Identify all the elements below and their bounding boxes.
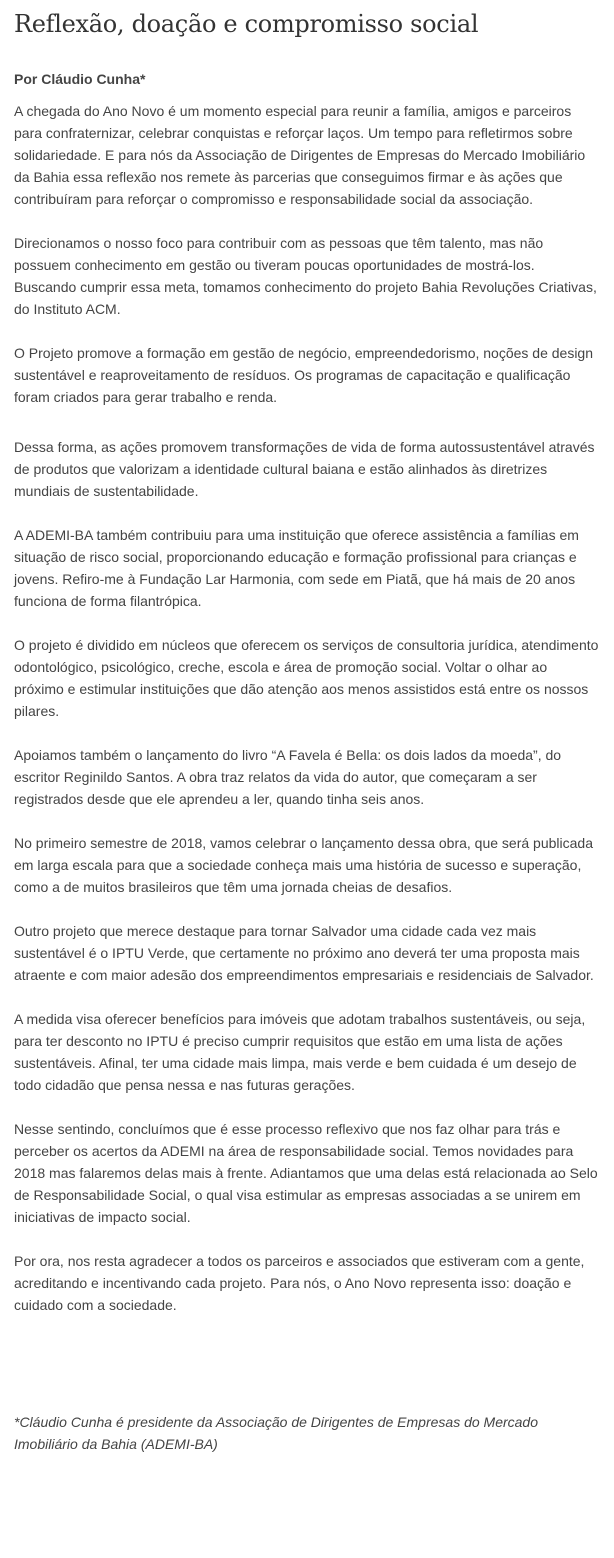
paragraph-book: Apoiamos também o lançamento do livro “A Favela é Bella: os dois lados da moeda”, do escritor Reginildo Santos. A obra traz relatos da vida do autor, que começaram a ser registrados desde que ele aprendeu a ler, quando tinha seis anos. xyxy=(14,747,562,807)
paragraph-ademi: A ADEMI-BA também contribuiu para uma instituição que oferece assistência a famílias em situação de risco social, proporcionando educação e formação profissional para crianças e jovens. Refiro-me à Fundação Lar Harmonia, com sede em Piatã, que há mais de 20 anos funciona de forma filantrópica. xyxy=(14,527,579,609)
article-title: Reflexão, doação e compromisso social xyxy=(14,10,479,38)
paragraph-thanks: Por ora, nos resta agradecer a todos os parceiros e associados que estiveram com a gente, acreditando e incentivando cada projeto. Para nós, o Ano Novo representa isso: doação e cuidado com a sociedade. xyxy=(14,1253,585,1313)
article-byline: Por Cláudio Cunha* xyxy=(14,71,146,87)
paragraph-iptu: Outro projeto que merece destaque para tornar Salvador uma cidade cada vez mais sustentável é o IPTU Verde, que certamente no próximo ano deverá ter uma proposta mais atraente e com maior adesão dos empreendimentos empresariais e residenciais de Salvador. xyxy=(14,923,594,983)
paragraph-actions: Dessa forma, as ações promovem transformações de vida de forma autossustentável através de produtos que valorizam a identidade cultural baiana e estão alinhados às diretrizes mundiais de sustentabilidade. xyxy=(14,439,595,499)
author-footnote: *Cláudio Cunha é presidente da Associação de Dirigentes de Empresas do Mercado Imobiliário da Bahia (ADEMI-BA) xyxy=(14,1414,539,1452)
paragraph-conclusion: Nesse sentindo, concluímos que é esse processo reflexivo que nos faz olhar para trás e perceber os acertos da ADEMI na área de responsabilidade social. Temos novidades para 2018 mas falaremos delas mais à frente. Adiantamos que uma delas está relacionada ao Selo de Responsabilidade Social, o qual visa estimular as empresas associadas a se unirem em iniciativas de impacto social. xyxy=(14,1121,598,1225)
paragraph-project: O Projeto promove a formação em gestão de negócio, empreendedorismo, noções de design sustentável e reaproveitamento de resíduos. Os programas de capacitação e qualificação foram criados para gerar trabalho e renda. xyxy=(14,345,594,405)
paragraph-launch: No primeiro semestre de 2018, vamos celebrar o lançamento dessa obra, que será publicada em larga escala para que a sociedade conheça mais uma história de sucesso e superação, como a de muitos brasileiros que têm uma jornada cheias de desafios. xyxy=(14,835,593,895)
paragraph-focus: Direcionamos o nosso foco para contribuir com as pessoas que têm talento, mas não possuem conhecimento em gestão ou tiveram poucas oportunidades de mostrá-los. Buscando cumprir essa meta, tomamos conhecimento do projeto Bahia Revoluções Criativas, do Instituto ACM. xyxy=(14,235,597,317)
paragraph-nucleos: O projeto é dividido em núcleos que oferecem os serviços de consultoria jurídica, atendimento odontológico, psicológico, creche, escola e área de promoção social. Voltar o olhar ao próximo e estimular instituições que dão atenção aos menos assistidos está entre os nossos pilares. xyxy=(14,637,599,719)
article-body xyxy=(14,100,600,1316)
paragraph-intro: A chegada do Ano Novo é um momento especial para reunir a família, amigos e parceiros para confraternizar, celebrar conquistas e reforçar laços. Um tempo para refletirmos sobre solidariedade. E para nós da Associação de Dirigentes de Empresas do Mercado Imobiliário da Bahia essa reflexão nos remete às parcerias que conseguimos firmar e às ações que contribuíram para reforçar o compromisso e responsabilidade social da associação. xyxy=(14,103,586,207)
article xyxy=(14,0,600,1338)
paragraph-measure: A medida visa oferecer benefícios para imóveis que adotam trabalhos sustentáveis, ou seja, para ter desconto no IPTU é preciso cumprir requisitos que estão em uma lista de ações sustentáveis. Afinal, ter uma cidade mais limpa, mais verde e bem cuidada é um desejo de todo cidadão que pensa nessa e nas futuras gerações. xyxy=(14,1011,586,1093)
